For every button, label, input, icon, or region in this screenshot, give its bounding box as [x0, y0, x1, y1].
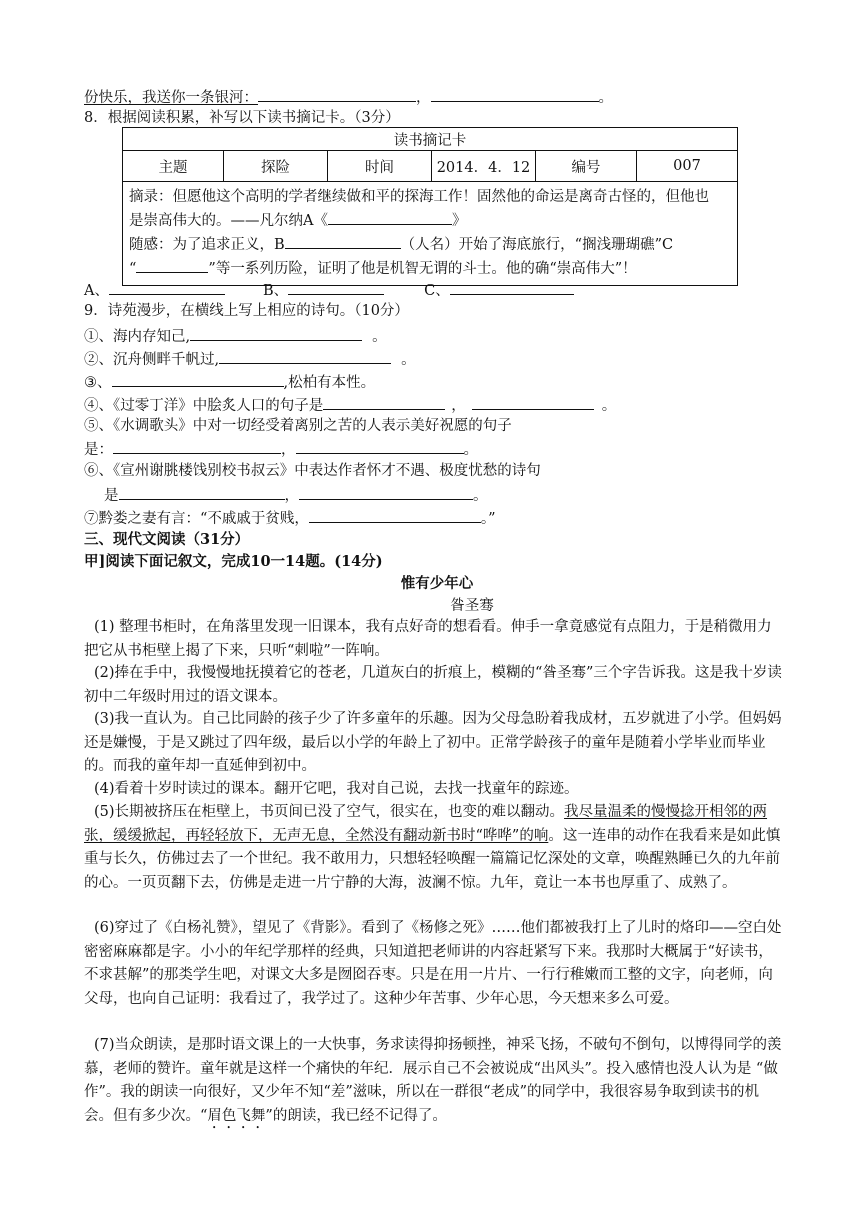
answer-blank-c[interactable] — [136, 257, 208, 273]
answer-blank[interactable] — [113, 438, 281, 454]
answer-blank[interactable] — [431, 86, 599, 102]
answer-blank[interactable] — [299, 484, 473, 500]
emphasized-phrase: 眉色飞舞 — [207, 1107, 266, 1124]
answer-blank[interactable] — [288, 279, 384, 295]
question-9-stem: 9．诗苑漫步，在横线上写上相应的诗句。（10分） — [84, 303, 409, 319]
paragraph-1: (1) 整理书柜时，在角落里发现一旧课本，我有点好奇的想看看。伸手一拿竟感觉有点阻力，于是稍微用力把它从书柜壁上揭了下来，只听“刺啦”一阵响。 — [84, 619, 772, 659]
card-header-cell: 主题 — [123, 151, 224, 182]
answer-blank[interactable] — [472, 394, 594, 410]
card-header-cell: 编号 — [536, 151, 637, 182]
card-header-cell: 探险 — [224, 151, 328, 182]
paragraph-4: (4)看着十岁时读过的课本。翻开它吧，我对自己说，去找一找童年的踪迹。 — [94, 781, 579, 797]
card-header-cell: 007 — [637, 151, 738, 182]
answer-blank[interactable] — [109, 279, 225, 295]
paragraph-5: (5)长期被挤压在柜壁上，书页间已没了空气，很实在，也变的难以翻动。我尽量温柔的慢慢捻开相邻的两张，缓缓掀起，再轻轻放下，无声无息，全然没有翻动新书时“哗哗”的响。这一连串的动作在我看来是如此慎重与长久，仿佛过去了一个世纪。我不敢用力，只想轻轻唤醒一篇篇记忆深处的文章，唤醒熟睡已久的九年前的心。一页页翻下去，仿佛是走进一片宁静的大海，波澜不惊。九年，竟让一本书也厚重了、成熟了。 — [84, 804, 781, 891]
question-8-answers: A、 B、 C、 — [84, 279, 790, 301]
paragraph-7: (7)当众朗读，是那时语文课上的一大快事，务求读得抑扬顿挫，神采飞扬，不破句不倒句，以博得同学的羡慕，老师的赞许。童年就是这样一个痛快的年纪．展示自己不会被说成“出风头”。投入感情也没人认为是 “做作”。我的朗读一向很好，又少年不知“差”滋味，所以在一群很“老成”的同学中，我很容易争取到读书的机会。但有多少次。“眉色飞舞”的朗读，我已经不记得了。 — [84, 1037, 782, 1124]
top-line-text: 份快乐，我送你一条银河： — [84, 90, 258, 106]
poem-item-7: ⑦黔娄之妻有言：“不戚戚于贫贱， 。” — [84, 507, 790, 529]
answer-blank[interactable] — [323, 394, 445, 410]
card-header-cell: 2014．4．12 — [432, 151, 536, 182]
essay-author: 昝圣骞 — [450, 598, 494, 614]
answer-blank[interactable] — [112, 371, 284, 387]
poem-item-1: ①、海内存知己, 。 — [84, 325, 790, 347]
answer-blank-a[interactable] — [328, 209, 452, 225]
answer-blank[interactable] — [219, 348, 391, 364]
answer-blank[interactable] — [296, 438, 464, 454]
card-header-cell: 时间 — [328, 151, 432, 182]
poem-answer-line: 份快乐，我送你一条银河： ， 。 — [84, 86, 790, 108]
paragraph-3: (3)我一直认为。自己比同龄的孩子少了许多童年的乐趣。因为父母急盼着我成材，五岁就进了小学。但妈妈还是嫌慢，于是又跳过了四年级，最后以小学的年龄上了初中。正常学龄孩子的童年是随着小学毕业而毕业的。而我的童年却一直延伸到初中。 — [84, 711, 782, 774]
poem-item-5: ⑤、《水调歌头》中对一切经受着离别之苦的人表示美好祝愿的句子 — [84, 418, 512, 434]
answer-blank[interactable] — [309, 507, 481, 523]
poem-item-6: ⑥、《宣州谢朓楼饯别校书叔云》中表达作者怀才不遇、极度忧愁的诗句 — [84, 463, 541, 479]
poem-item-6-answer: 是 ， 。 — [104, 484, 790, 506]
card-body: 摘录：但愿他这个高明的学者继续做和平的探海工作！固然他的命运是离奇古怪的，但他也 是崇高伟大的。——凡尔纳A《 》 随感：为了追求正义，B （人名）开始了海底旅行，“搁浅珊瑚礁”C “ ”等一系列历险，证明了他是机智无谓的斗士。他的确“崇高伟大”！ — [123, 182, 738, 286]
paragraph-6: (6)穿过了《白杨礼赞》，望见了《背影》。看到了《杨修之死》……他们都被我打上了儿时的烙印——空白处密密麻麻都是字。小小的年纪学那样的经典，只知道把老师讲的内容赶紧写下来。我那时大概属于“好读书，不求甚解”的那类学生吧，对课文大多是囫囵吞枣。只是在用一片片、一行行稚嫩而工整的文字，向老师，向父母，也向自己证明：我看过了，我学过了。这种少年苦事、少年心思，今天想来多么可爱。 — [84, 920, 782, 1007]
card-title: 读书摘记卡 — [123, 128, 738, 151]
reading-instruction: 甲]阅读下面记叙文，完成10一14题。(14分) — [84, 553, 383, 570]
poem-item-5-answer: 是： ， 。 — [84, 438, 790, 460]
section-title: 三、现代文阅读（31分） — [84, 531, 250, 548]
underlined-sentence: 我尽量温柔的慢慢捻开相邻的两张，缓缓掀起，再轻轻放下，无声无息，全然没有翻动新书时“哗哗”的响 — [84, 804, 768, 844]
reading-card — [122, 127, 738, 286]
answer-blank[interactable] — [190, 325, 362, 341]
answer-blank[interactable] — [450, 279, 574, 295]
poem-item-4: ④、《过零丁洋》中脍炙人口的句子是 ， 。 — [84, 394, 790, 416]
answer-blank-b[interactable] — [285, 233, 401, 249]
question-8-stem: 8．根据阅读积累，补写以下读书摘记卡。（3分） — [84, 110, 400, 126]
answer-blank[interactable] — [119, 484, 285, 500]
poem-item-3: ③、 ,松柏有本性。 — [84, 371, 790, 393]
poem-item-2: ②、沉舟侧畔千帆过, 。 — [84, 348, 790, 370]
paragraph-2: (2)捧在手中，我慢慢地抚摸着它的苍老，几道灰白的折痕上，模糊的“昝圣骞”三个字告诉我。这是我十岁读初中二年级时用过的语文课本。 — [84, 665, 782, 705]
essay-title: 惟有少年心 — [400, 575, 474, 592]
answer-blank[interactable] — [258, 86, 416, 102]
